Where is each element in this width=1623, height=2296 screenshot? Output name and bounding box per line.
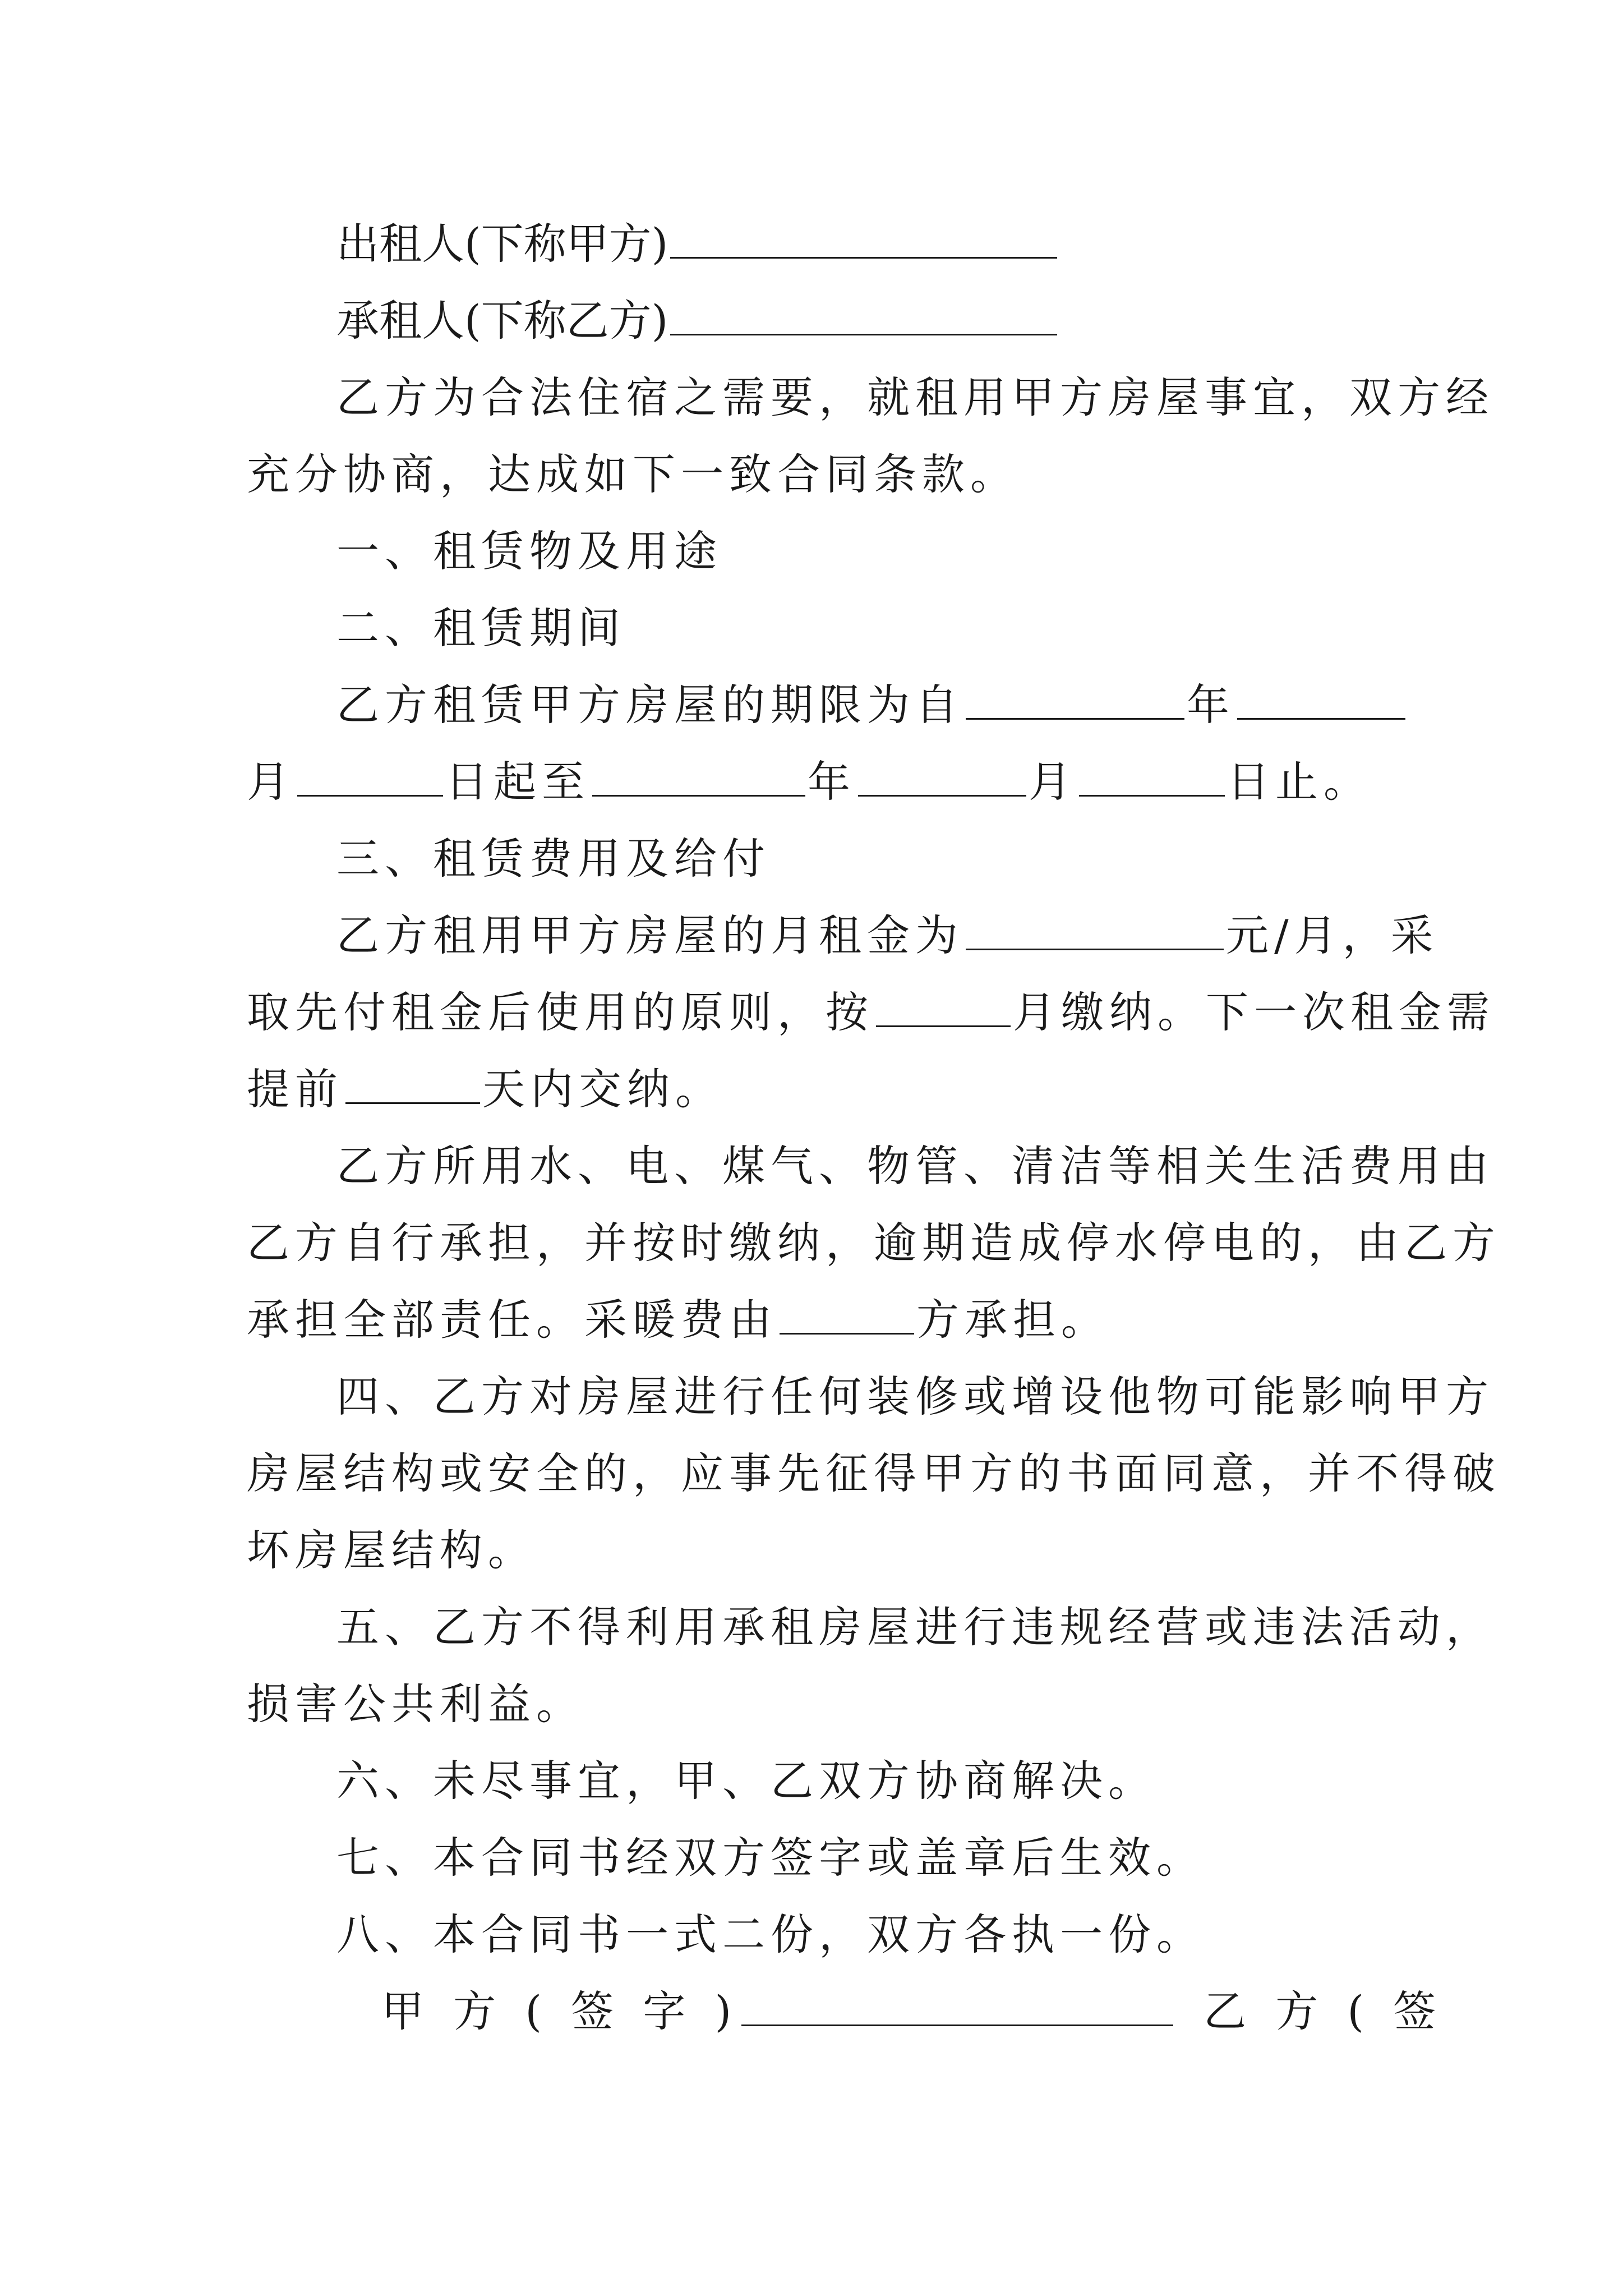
utilities-line-3	[247, 1292, 1380, 1348]
section-4-line-3: 坏房屋结构。	[247, 1525, 536, 1575]
lessor-label: 出租人(下称甲方)	[336, 219, 668, 269]
lessor-blank	[670, 219, 1057, 259]
utilities-line-3a: 承担全部责任。采暖费由	[247, 1295, 777, 1345]
rent-line-3b: 天内交纳。	[482, 1064, 723, 1114]
term-day-to: 日止。	[1227, 757, 1372, 807]
term-month-label: 月	[247, 757, 295, 807]
section-6: 六、未尽事宜，甲、乙双方协商解决。	[336, 1756, 1156, 1806]
start-day-blank	[297, 757, 443, 797]
section-7: 七、本合同书经双方签字或盖章后生效。	[336, 1833, 1205, 1883]
pay-months-blank	[876, 987, 1011, 1027]
start-year-blank	[966, 680, 1184, 720]
end-month-blank	[858, 757, 1026, 797]
rent-line-2a: 取先付租金后使用的原则，按	[247, 987, 874, 1037]
term-year-label: 年	[1187, 680, 1235, 730]
lessee-label: 承租人(下称乙方)	[336, 296, 668, 346]
section-3-heading: 三、租赁费用及给付	[336, 834, 771, 884]
rent-line-3	[247, 1061, 1380, 1117]
advance-days-blank	[345, 1064, 480, 1104]
rent-line-2b: 月缴纳。下一次租金需	[1013, 987, 1495, 1037]
term-prefix: 乙方租赁甲方房屋的期限为自	[336, 680, 963, 730]
section-4-line-1: 四、乙方对房屋进行任何装修或增设他物可能影响甲方	[336, 1372, 1494, 1421]
lessor-line	[247, 216, 1380, 272]
lessee-line	[247, 293, 1380, 349]
rent-line-2	[247, 984, 1495, 1041]
rent-prefix: 乙方租用甲方房屋的月租金为	[336, 910, 963, 960]
intro-line-1: 乙方为合法住宿之需要，就租用甲方房屋事宜，双方经	[336, 372, 1494, 422]
section-5-line-1: 五、乙方不得利用承租房屋进行违规经营或违法活动，	[336, 1602, 1494, 1652]
section-4-line-2: 房屋结构或安全的，应事先征得甲方的书面同意，并不得破	[247, 1448, 1501, 1498]
signature-line	[247, 1984, 1444, 2040]
section-1-heading: 一、租赁物及用途	[336, 526, 722, 576]
lessee-blank	[670, 296, 1057, 335]
start-month-blank	[1237, 680, 1405, 720]
party-b-signature-label: 乙 方 ( 签	[1204, 1986, 1444, 2036]
rent-amount-blank	[966, 910, 1224, 950]
end-year-blank	[592, 757, 805, 797]
rent-line-3a: 提前	[247, 1064, 343, 1114]
term-line-2	[247, 754, 1380, 810]
rent-unit: 元/月，采	[1226, 910, 1439, 960]
term-month-label-2: 月	[1029, 757, 1077, 807]
term-year-label-2: 年	[808, 757, 856, 807]
term-day-from: 日起至	[445, 757, 590, 807]
rent-line-1	[247, 908, 1439, 964]
heating-party-blank	[780, 1295, 914, 1335]
utilities-line-1: 乙方所用水、电、煤气、物管、清洁等相关生活费用由	[336, 1141, 1494, 1191]
section-5-line-2: 损害公共利益。	[247, 1679, 584, 1729]
section-2-heading: 二、租赁期间	[336, 603, 626, 653]
utilities-line-3b: 方承担。	[916, 1295, 1109, 1345]
term-line-1	[247, 677, 1380, 733]
end-day-blank	[1079, 757, 1225, 797]
party-a-signature-label: 甲 方 ( 签 字 )	[381, 1986, 740, 2036]
section-8: 八、本合同书一式二份，双方各执一份。	[336, 1910, 1205, 1959]
intro-line-2: 充分协商，达成如下一致合同条款。	[247, 449, 1018, 499]
utilities-line-2: 乙方自行承担，并按时缴纳，逾期造成停水停电的，由乙方	[247, 1218, 1501, 1268]
party-a-signature-blank	[741, 1986, 1173, 2026]
